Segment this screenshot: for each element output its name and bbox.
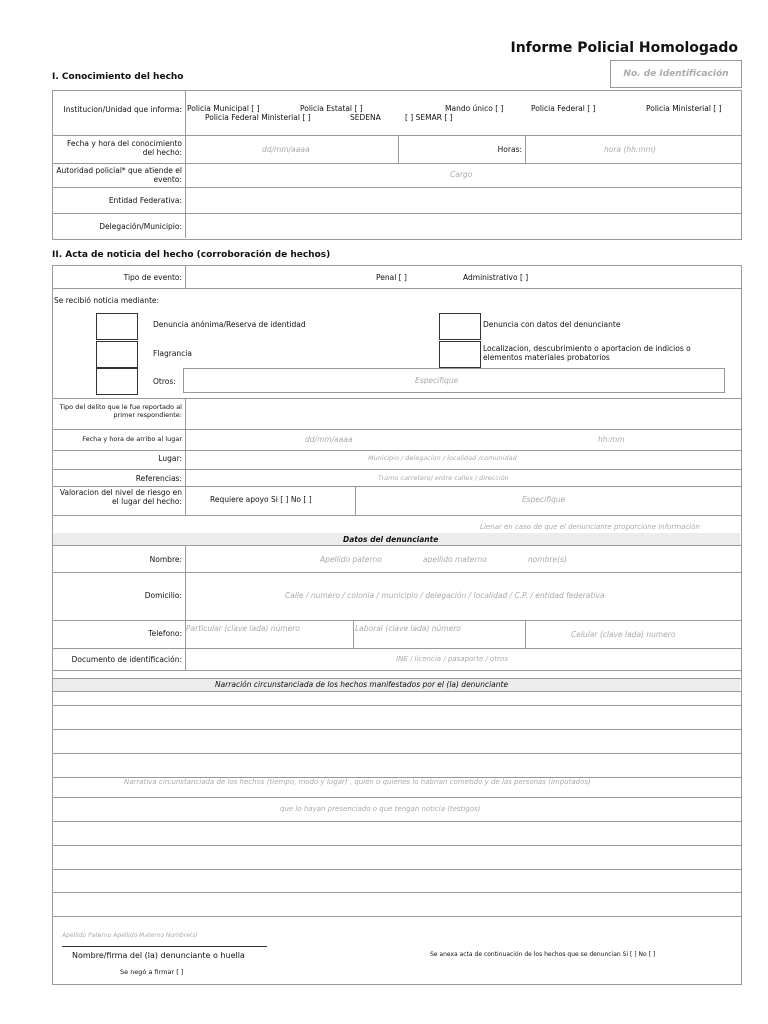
cargo-field[interactable]: Cargo: [450, 170, 473, 179]
fecha-field[interactable]: dd/mm/aaaa: [262, 145, 310, 154]
referencias-field[interactable]: Tramo carretero/ entre calles / dirección: [378, 474, 509, 482]
domicilio-label: Domicilio:: [144, 591, 182, 600]
tipo-evento-label: Tipo de evento:: [123, 273, 182, 282]
id-number-field[interactable]: No. de Identificación: [610, 60, 742, 88]
chk-requiere-apoyo[interactable]: Requiere apoyo Si [ ] No [ ]: [210, 495, 312, 504]
tipo-delito-label: Tipo del delito que le fue reportado al primer respondiente:: [59, 403, 182, 419]
tel-laboral-field[interactable]: Laboral (clave lada) número: [355, 624, 461, 633]
documento-label: Documento de identificación:: [71, 655, 182, 664]
chk-policia-municipal[interactable]: Policia Municipal [ ]: [187, 104, 260, 113]
datos-title: Datos del denunciante: [343, 535, 439, 544]
referencias-label: Referencias:: [135, 474, 182, 483]
tel-particular-field[interactable]: Particular (clave lada) número: [186, 624, 300, 633]
horas-label: Horas:: [497, 145, 522, 154]
chk-policia-federal-ministerial[interactable]: Policia Federal Ministerial [ ]: [205, 113, 311, 122]
narrativa-placeholder-2: que lo hayan presenciado o que tengan noticia (testigos): [280, 805, 481, 813]
chk-sedena[interactable]: SEDENA: [350, 113, 381, 122]
domicilio-field[interactable]: Calle / numero / colonia / municipio / delegación / localidad / C.P. / entidad federativa: [285, 591, 605, 600]
telefono-label: Telefono:: [148, 629, 182, 638]
nombre-label: Nombre:: [149, 555, 182, 564]
nombre-paterno-field[interactable]: Apellido paterno: [320, 555, 382, 564]
chk-otros[interactable]: [96, 368, 138, 395]
entidad-label: Entidad Federativa:: [108, 196, 182, 205]
riesgo-label: Valoracion del nivel de riesgo en el lugar del hecho:: [59, 488, 182, 506]
nombre-nombres-field[interactable]: nombre(s): [528, 555, 567, 564]
chk-denuncia-anonima[interactable]: [96, 313, 138, 340]
chk-denuncia-datos[interactable]: [439, 313, 481, 340]
chk-nego-firmar[interactable]: Se negó a firmar [ ]: [120, 968, 184, 976]
chk-flagrancia[interactable]: [96, 341, 138, 368]
chk-penal[interactable]: Penal [ ]: [376, 273, 407, 282]
narrativa-placeholder-1[interactable]: Narrativa circunstanciada de los hechos (tiempo, modo y lugar) , quién o quienes lo habrían cometido y de las personas (imputados): [124, 778, 591, 786]
otros-especifique-ph: Especifique: [415, 376, 459, 385]
chk-policia-ministerial[interactable]: Policia Ministerial [ ]: [646, 104, 722, 113]
lugar-label: Lugar:: [158, 454, 182, 463]
chk-policia-federal[interactable]: Policia Federal [ ]: [531, 104, 596, 113]
form-title: Informe Policial Homologado: [510, 40, 738, 56]
nombre-materno-field[interactable]: apellido materno: [423, 555, 487, 564]
section1-title: I. Conocimiento del hecho: [52, 72, 184, 82]
firma-placeholder[interactable]: Apellido Paterno Apellido Materno Nombre(s): [62, 932, 198, 939]
opt-denuncia-datos: Denuncia con datos del denunciante: [483, 320, 621, 329]
arribo-label: Fecha y hora de arribo al lugar: [82, 435, 182, 443]
narracion-title: Narración circunstanciada de los hechos manifestados por el (la) denunciante: [215, 680, 509, 689]
opt-denuncia-anonima: Denuncia anónima/Reserva de identidad: [153, 320, 306, 329]
fecha-label: Fecha y hora del conocimiento del hecho:: [67, 139, 182, 157]
firma-label: Nombre/firma del (la) denunciante o huella: [72, 951, 245, 960]
inst-label: Institucion/Unidad que informa:: [63, 105, 182, 114]
delegacion-label: Delegación/Municipio:: [99, 222, 182, 231]
chk-policia-estatal[interactable]: Policia Estatal [ ]: [300, 104, 363, 113]
chk-administrativo[interactable]: Administrativo [ ]: [463, 273, 529, 282]
section2-title: II. Acta de noticia del hecho (corroboración de hechos): [52, 250, 331, 260]
opt-flagrancia: Flagrancia: [153, 349, 192, 358]
autoridad-label: Autoridad policial* que atiende el evento:: [56, 166, 182, 184]
riesgo-especifique-field[interactable]: Especifique: [522, 495, 566, 504]
documento-field[interactable]: INE / licencia / pasaporte / otros: [396, 655, 508, 663]
chk-anexa-continuacion[interactable]: Se anexa acta de continuación de los hechos que se denuncian Si [ ] No [ ]: [430, 951, 656, 958]
llenar-note: Llenar en caso de que el denunciante proporcione información: [480, 523, 700, 531]
chk-mando-unico[interactable]: Mando único [ ]: [445, 104, 504, 113]
opt-localizacion: Localizacion, descubrimiento o aportacion de indicios o elementos materiales probatorios: [483, 344, 691, 362]
arribo-fecha-field[interactable]: dd/mm/aaaa: [305, 435, 353, 444]
chk-semar[interactable]: [ ] SEMAR [ ]: [405, 113, 453, 122]
noticia-label: Se recibió noticia mediante:: [54, 296, 160, 305]
chk-localizacion[interactable]: [439, 341, 481, 368]
arribo-hora-field[interactable]: hh:mm: [598, 435, 625, 444]
horas-field[interactable]: hora (hh:mm): [604, 145, 656, 154]
lugar-field[interactable]: Municipio / delegacion / localidad /comunidad: [368, 454, 517, 462]
tel-celular-field[interactable]: Celular (clave lada) numero: [571, 630, 676, 639]
opt-otros: Otros:: [153, 377, 176, 386]
